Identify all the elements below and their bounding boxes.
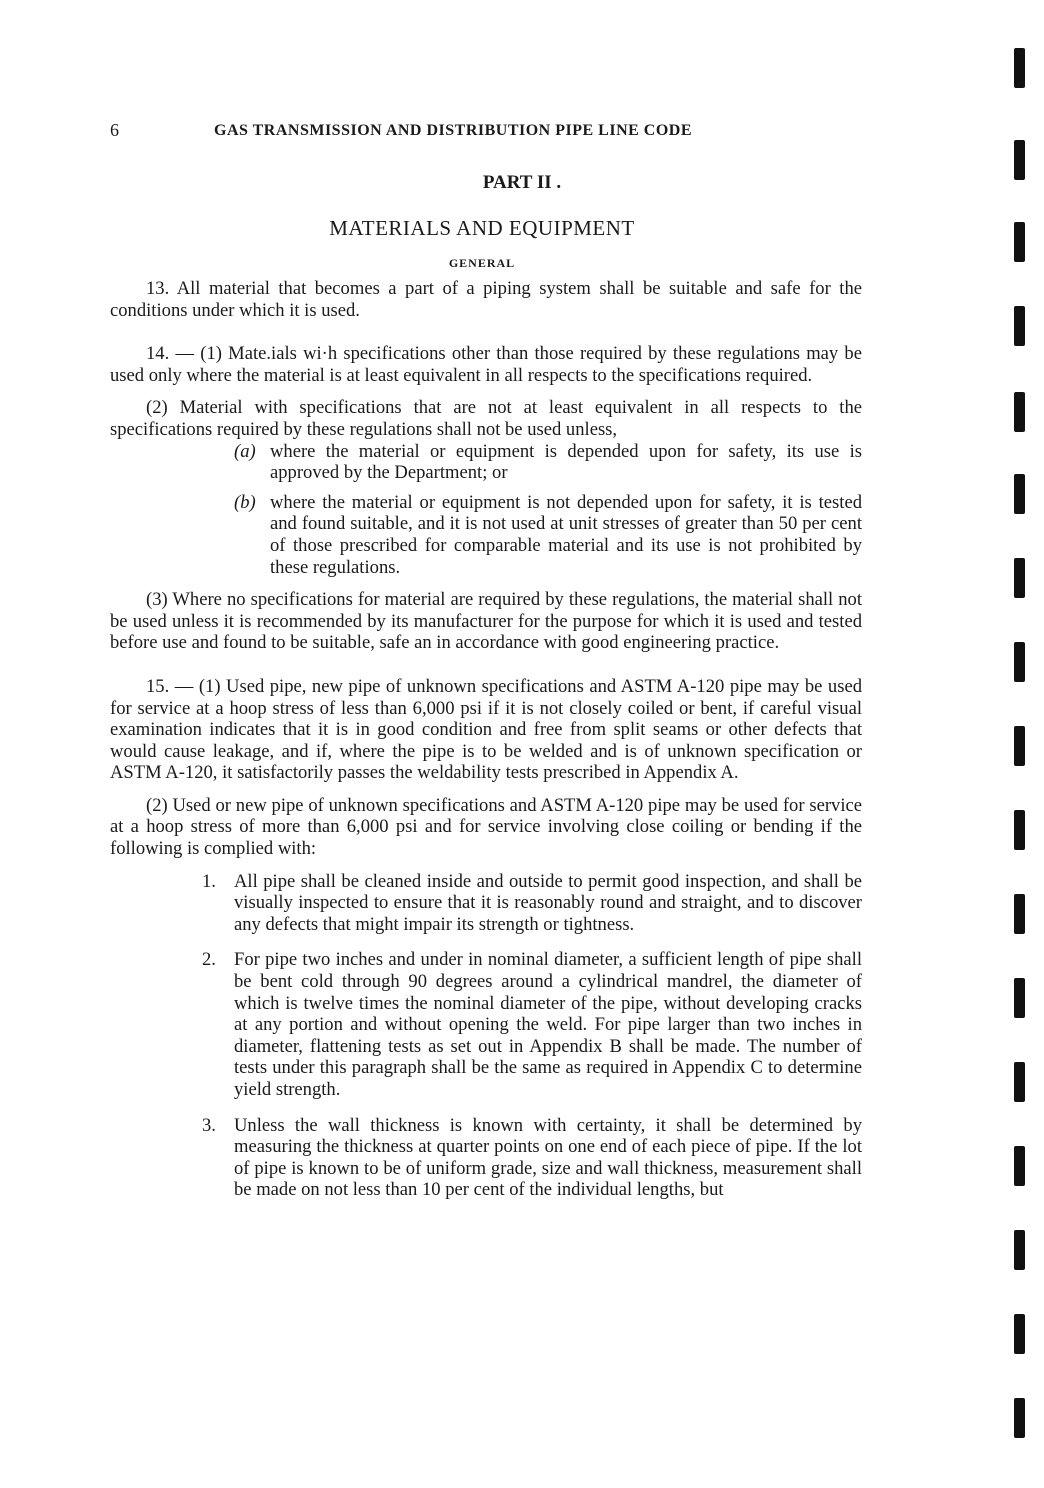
running-title: GAS TRANSMISSION AND DISTRIBUTION PIPE LINE CODE	[214, 122, 693, 139]
scan-mark	[1014, 978, 1025, 1018]
body-text	[110, 278, 862, 1215]
scan-mark	[1014, 1230, 1025, 1270]
paragraph-14-2: (2) Material with specifications that are not at least equivalent in all respects to the specifications required by these regulations shall not be used unless,	[110, 397, 862, 440]
clause-a	[110, 441, 862, 484]
list-item-1-number: 1.	[202, 870, 216, 892]
paragraph-14-1: 14. — (1) Mate.ials wi·h specifications other than those required by these regulations may be used only where the material is at least equivalent in all respects to the specifications required.	[110, 343, 862, 386]
scan-mark	[1014, 48, 1025, 88]
clause-b	[110, 492, 862, 578]
paragraph-13: 13. All material that becomes a part of a piping system shall be suitable and safe for the conditions under which it is used.	[110, 278, 862, 321]
scan-mark	[1014, 1314, 1025, 1354]
scan-mark	[1014, 222, 1025, 262]
list-item-2-number: 2.	[202, 949, 216, 971]
list-item-2	[110, 949, 862, 1100]
list-item-3-number: 3.	[202, 1114, 216, 1136]
scan-mark	[1014, 392, 1025, 432]
subsection-title: GENERAL	[448, 256, 516, 270]
scan-mark	[1014, 558, 1025, 598]
clause-list	[110, 441, 862, 579]
list-item-1-text: All pipe shall be cleaned inside and outside to permit good inspection, and shall be visually inspected to ensure that it is reasonably round and straight, and to discover any defects that might impair its strength or tightness.	[234, 870, 862, 935]
scan-mark	[1014, 1398, 1025, 1438]
paragraph-15-2: (2) Used or new pipe of unknown specifications and ASTM A-120 pipe may be used for service at a hoop stress of more than 6,000 psi and for service involving close coiling or bending if the following is complied with:	[110, 794, 862, 860]
scan-mark	[1014, 1062, 1025, 1102]
scan-mark	[1014, 306, 1025, 346]
part-heading: PART II .	[482, 172, 562, 193]
scan-mark	[1014, 894, 1025, 934]
clause-a-text: where the material or equipment is depended upon for safety, its use is approved by the Department; or	[270, 440, 862, 484]
numbered-list	[110, 871, 862, 1201]
scan-mark	[1014, 726, 1025, 766]
paragraph-15-1: 15. — (1) Used pipe, new pipe of unknown specifications and ASTM A-120 pipe may be used for service at a hoop stress of less than 6,000 psi if it is not closely coiled or bent, if careful visual examination indicates that it is in good condition and free from split seams or other defects that would cause leakage, and if, where the pipe is to be welded and is of unknown specification or ASTM A-120, it satisfactorily passes the weldability tests prescribed in Appendix A.	[110, 675, 862, 784]
page-number: 6	[110, 120, 120, 140]
clause-b-label: (b)	[234, 491, 256, 513]
section-title: MATERIALS AND EQUIPMENT	[329, 216, 635, 240]
scan-mark	[1014, 810, 1025, 850]
list-item-1	[110, 871, 862, 936]
scan-mark	[1014, 1146, 1025, 1186]
scan-mark	[1014, 474, 1025, 514]
scan-mark	[1014, 140, 1025, 180]
scan-mark	[1014, 642, 1025, 682]
list-item-3	[110, 1115, 862, 1201]
list-item-2-text: For pipe two inches and under in nominal diameter, a sufficient length of pipe shall be bent cold through 90 degrees around a cylindrical mandrel, the diameter of which is twelve times the nominal diameter of the pipe, without developing cracks at any portion and without opening the weld. For pipe larger than two inches in diameter, flattening tests as set out in Appendix B shall be made. The number of tests under this paragraph shall be the same as required in Appendix C to determine yield strength.	[234, 949, 862, 1100]
list-item-3-text: Unless the wall thickness is known with certainty, it shall be determined by measuring the thickness at quarter points on one end of each piece of pipe. If the lot of pipe is known to be of uniform grade, size and wall thickness, measurement shall be made on not less than 10 per cent of the individual lengths, but	[234, 1114, 862, 1201]
scan-edge-marks	[1014, 0, 1028, 1488]
paragraph-14-3: (3) Where no specifications for material are required by these regulations, the material shall not be used unless it is recommended by its manufacturer for the purpose for which it is used and tested before use and found to be suitable, safe an in accordance with good engineering practice.	[110, 589, 862, 654]
clause-a-label: (a)	[234, 440, 256, 462]
clause-b-text: where the material or equipment is not depended upon for safety, it is tested and found suitable, and it is not used at unit stresses of greater than 50 per cent of those prescribed for comparable material and its use is not prohibited by these regulations.	[270, 491, 862, 578]
